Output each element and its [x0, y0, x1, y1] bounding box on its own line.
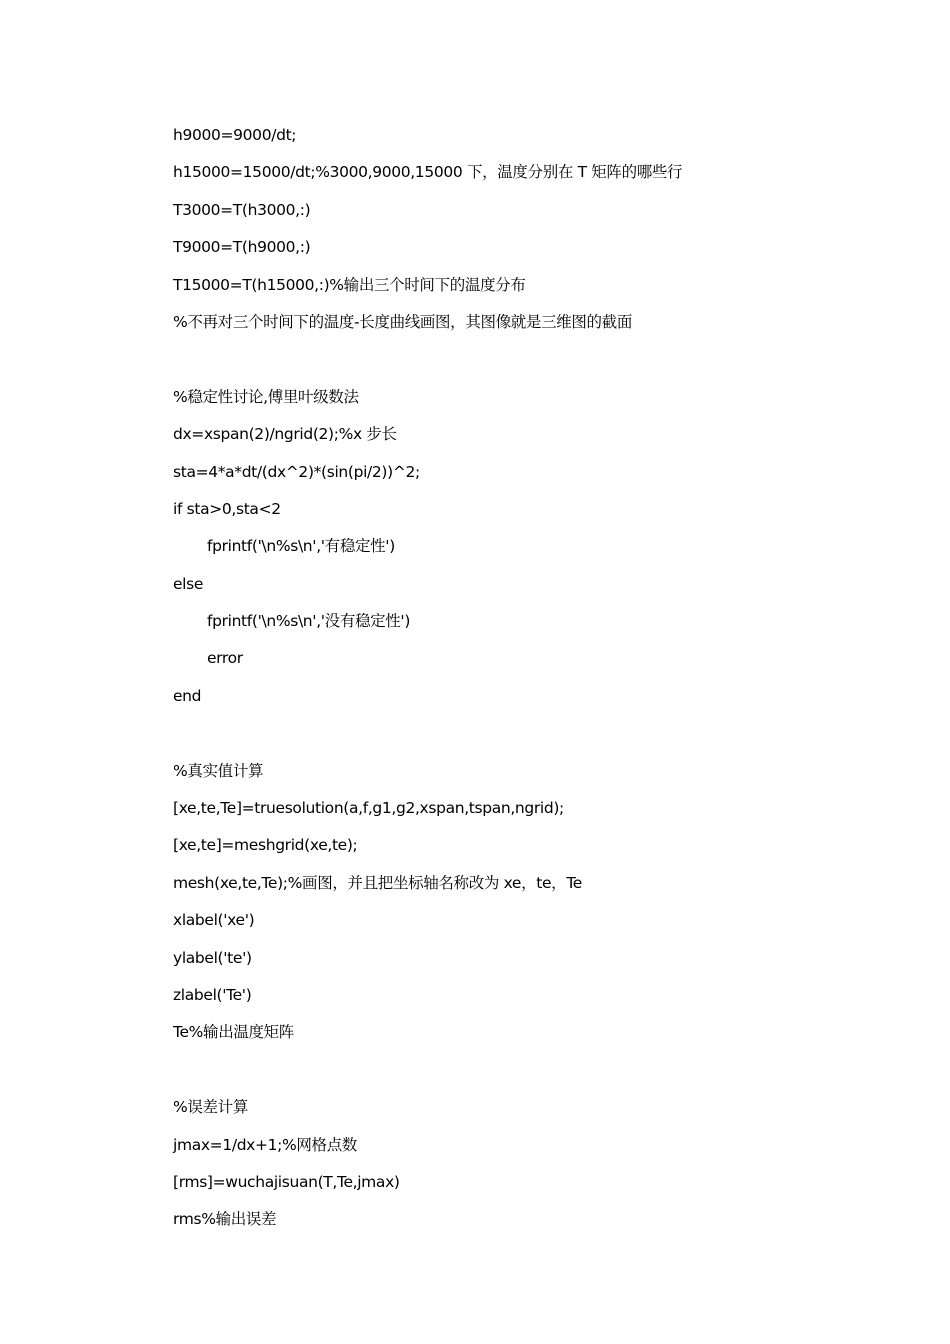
code-line: h15000=15000/dt;%3000,9000,15000 下，温度分别在 T 矩阵的哪些行	[173, 163, 683, 182]
blank-line	[173, 344, 893, 381]
code-line: %真实值计算	[173, 761, 264, 780]
code-line: rms%输出误差	[173, 1210, 277, 1229]
code-line: h9000=9000/dt;	[173, 126, 297, 144]
code-listing	[173, 120, 893, 1242]
code-line: T15000=T(h15000,:)%输出三个时间下的温度分布	[173, 275, 526, 294]
code-line: [xe,te,Te]=truesolution(a,f,g1,g2,xspan,tspan,ngrid);	[173, 799, 564, 818]
code-line: zlabel('Te')	[173, 985, 252, 1004]
code-line: mesh(xe,te,Te);%画图，并且把坐标轴名称改为 xe，te，Te	[173, 873, 582, 892]
code-line: ylabel('te')	[173, 948, 252, 967]
code-line: fprintf('\n%s\n','有稳定性')	[207, 537, 395, 556]
code-line: end	[173, 686, 202, 705]
code-line: T9000=T(h9000,:)	[173, 238, 311, 257]
code-line: [rms]=wuchajisuan(T,Te,jmax)	[173, 1172, 400, 1191]
code-line: error	[207, 649, 243, 668]
code-line: jmax=1/dx+1;%网格点数	[173, 1135, 358, 1154]
code-line: Te%输出温度矩阵	[173, 1023, 294, 1042]
code-line: %误差计算	[173, 1098, 248, 1117]
blank-line	[173, 718, 893, 755]
code-line: %不再对三个时间下的温度-长度曲线画图，其图像就是三维图的截面	[173, 312, 632, 331]
code-line: fprintf('\n%s\n','没有稳定性')	[207, 612, 411, 631]
code-line: xlabel('xe')	[173, 911, 255, 930]
code-line: %稳定性讨论,傅里叶级数法	[173, 387, 359, 406]
code-line: if sta>0,sta<2	[173, 499, 281, 518]
blank-line	[173, 1055, 893, 1092]
code-line: sta=4*a*dt/(dx^2)*(sin(pi/2))^2;	[173, 462, 420, 481]
code-line: else	[173, 574, 204, 593]
code-line: dx=xspan(2)/ngrid(2);%x 步长	[173, 425, 397, 444]
code-line: [xe,te]=meshgrid(xe,te);	[173, 836, 358, 855]
code-line: T3000=T(h3000,:)	[173, 200, 311, 219]
